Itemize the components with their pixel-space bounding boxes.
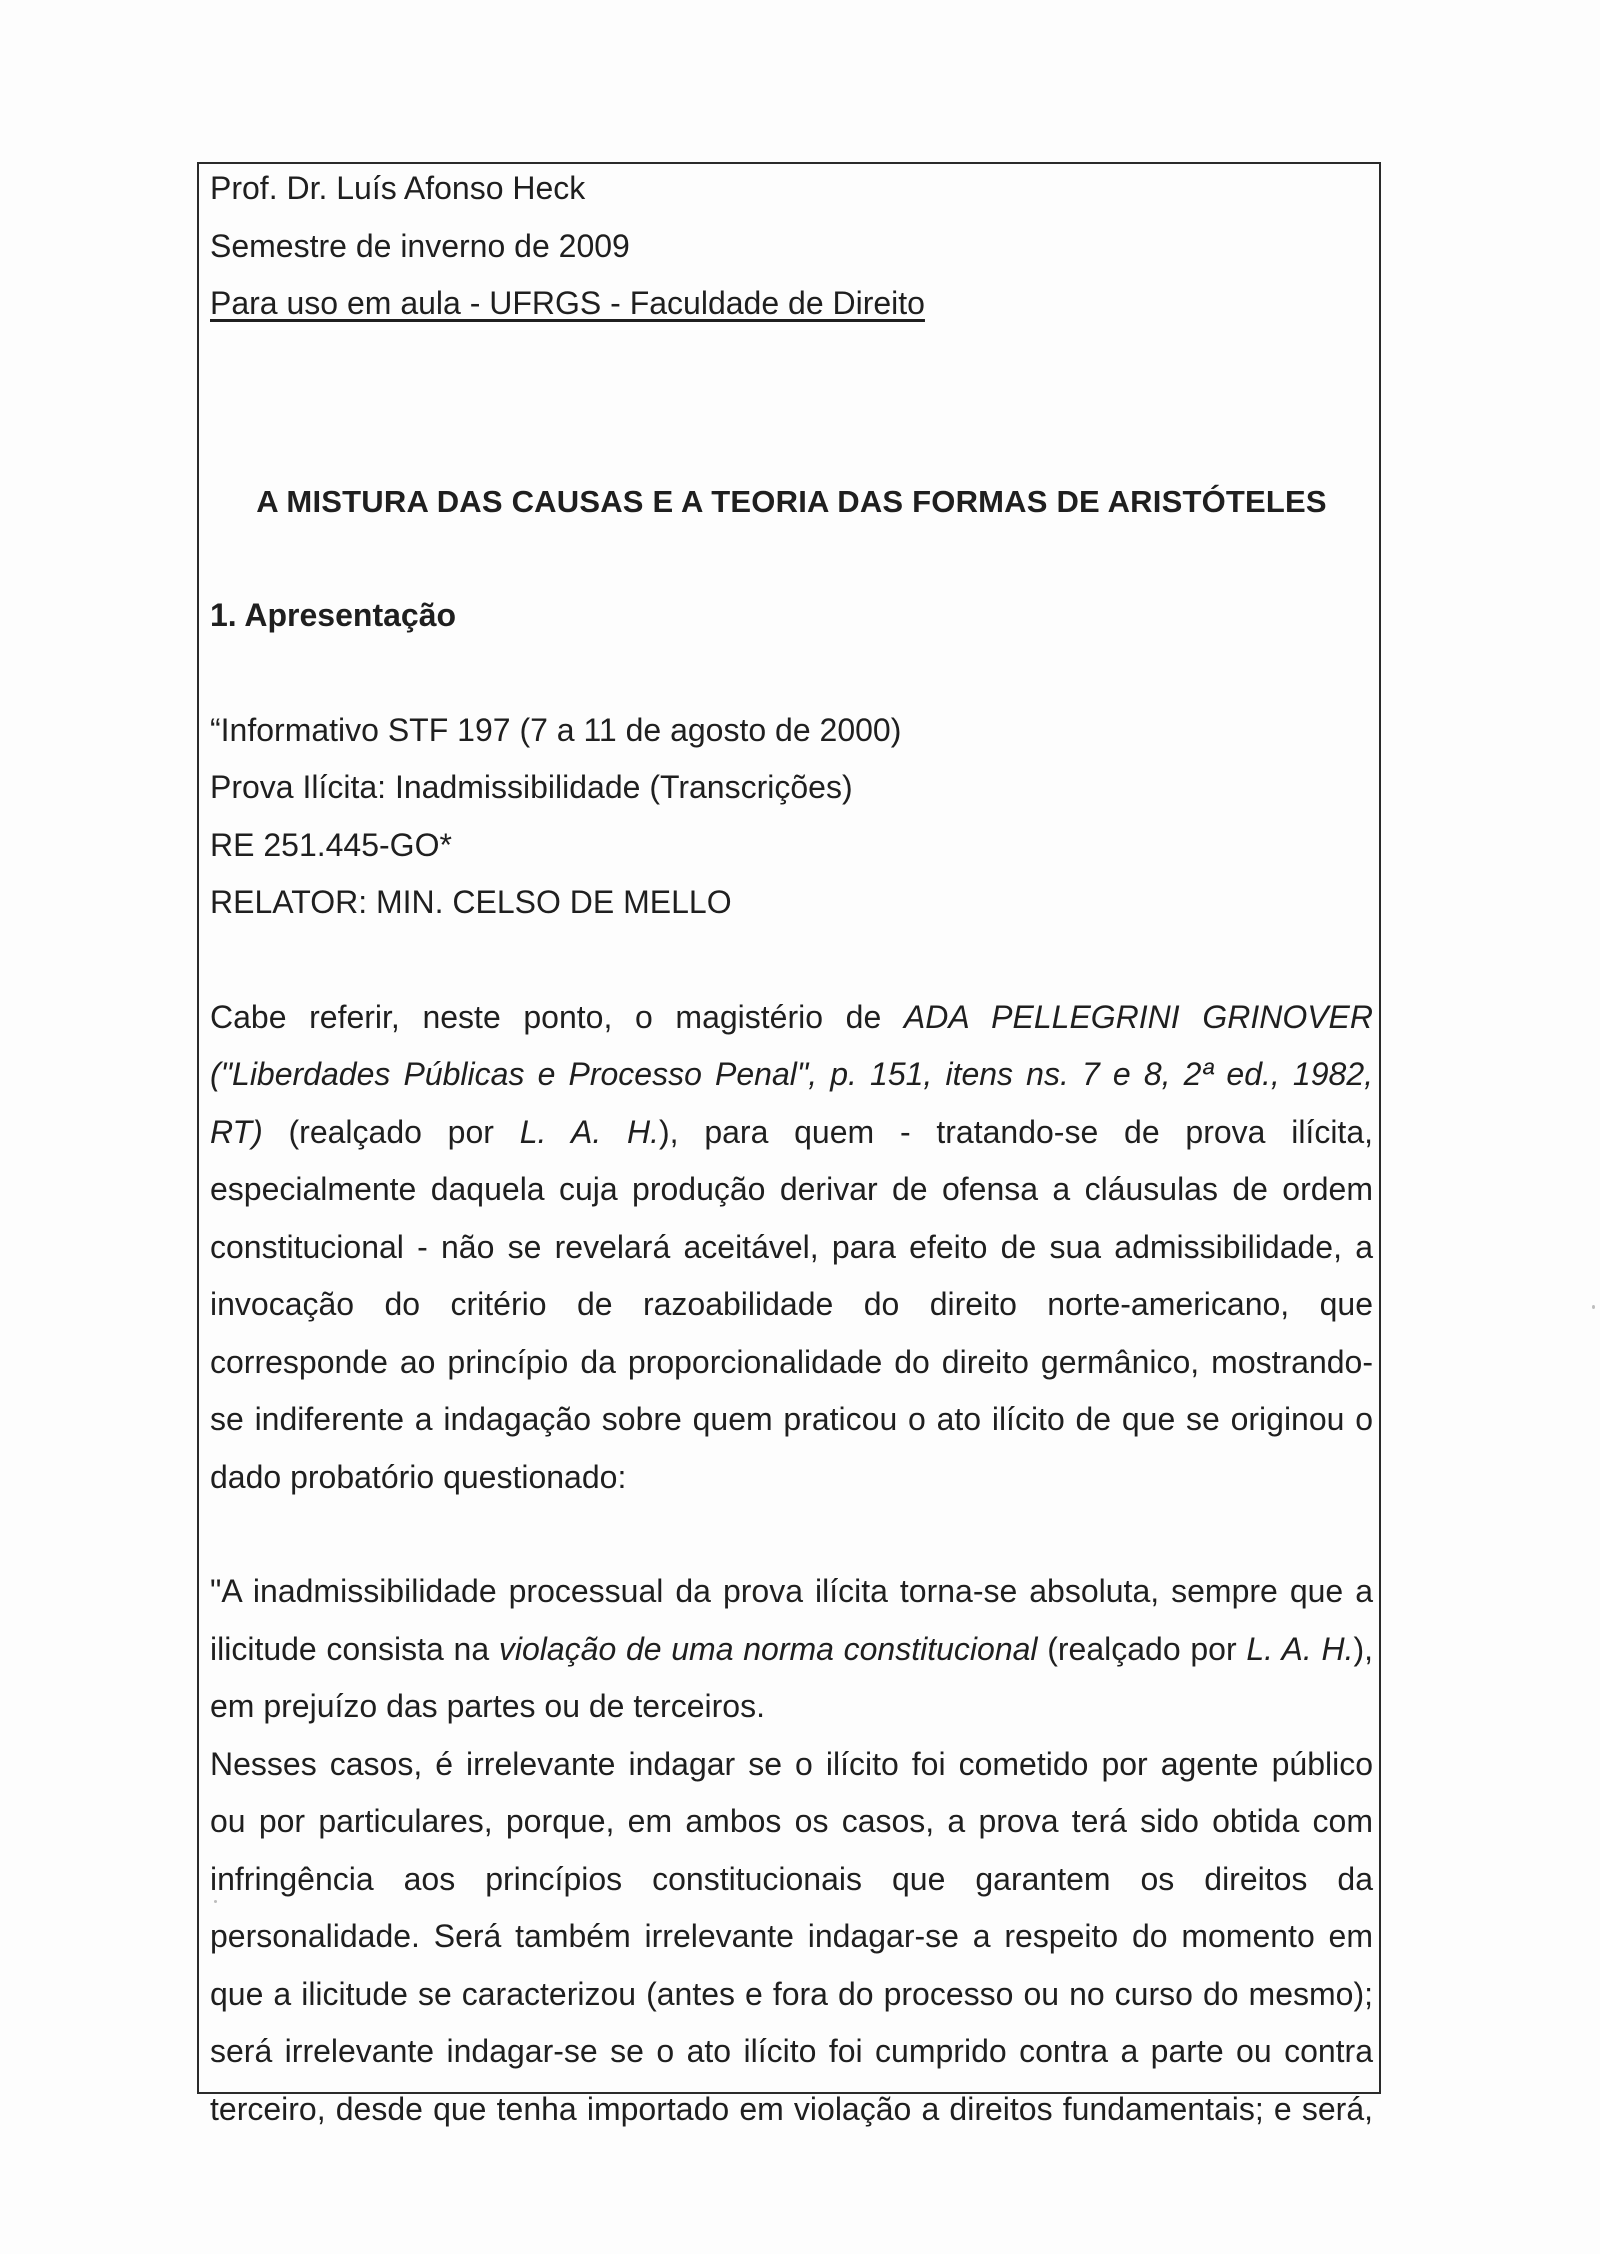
paragraph-1 [210, 989, 1373, 1507]
citation-line-4: RELATOR: MIN. CELSO DE MELLO [210, 884, 732, 920]
italic-text-run: L. A. H. [519, 1113, 659, 1150]
spacer [210, 932, 1373, 989]
paragraph-line: será irrelevante indagar-se se o ato ilícito foi cumprido contra a parte ou contra [210, 2033, 1373, 2069]
citation-line-2: Prova Ilícita: Inadmissibilidade (Transcrições) [210, 769, 853, 805]
text-run: ), [1353, 1630, 1374, 1667]
paragraph-line: dado probatório questionado: [210, 1458, 627, 1495]
paragraph-line: constitucional - não se revelará aceitável, para efeito de sua admissibilidade, a [210, 1228, 1373, 1265]
usage-line: Para uso em aula - UFRGS - Faculdade de Direito [210, 285, 925, 321]
paragraph-line [210, 1104, 1373, 1162]
text-run: (realçado por [262, 1113, 520, 1150]
paragraph-line: personalidade. Será também irrelevante indagar-se a respeito do momento em [210, 1918, 1373, 1954]
semester-line: Semestre de inverno de 2009 [210, 227, 630, 264]
paragraph-line: que a ilicitude se caracterizou (antes e fora do processo ou no curso do mesmo); [210, 1975, 1373, 2012]
paragraph-line [210, 1621, 1373, 1679]
paragraph-line: em prejuízo das partes ou de terceiros. [210, 1688, 765, 1724]
text-run: ilicitude consista na [210, 1630, 499, 1667]
section-heading: 1. Apresentação [210, 597, 457, 633]
document-title: A MISTURA DAS CAUSAS E A TEORIA DAS FORMAS DE ARISTÓTELES [256, 483, 1327, 519]
paragraph-line: se indiferente a indagação sobre quem praticou o ato ilícito de que se originou o [210, 1401, 1373, 1437]
italic-text-run: RT) [210, 1113, 263, 1150]
spacer [210, 1506, 1373, 1563]
citation-line-3: RE 251.445-GO* [210, 826, 452, 863]
scan-speck [1592, 1305, 1595, 1309]
italic-text-run: ("Liberdades Públicas e Processo Penal", p. 151, itens ns. 7 e 8, 2ª ed., 1982, [210, 1056, 1373, 1092]
paragraph-line [210, 989, 1373, 1047]
text-run: (realçado por [1037, 1630, 1247, 1667]
citation-line-1: “Informativo STF 197 (7 a 11 de agosto de 2000) [210, 711, 902, 748]
paragraph-3 [210, 1736, 1373, 2139]
paragraph-line: terceiro, desde que tenha importado em violação a direitos fundamentais; e será, [210, 2090, 1373, 2127]
paragraph-line: corresponde ao princípio da proporcionalidade do direito germânico, mostrando- [210, 1343, 1373, 1380]
paragraph-line [210, 1046, 1373, 1104]
paragraph-2 [210, 1563, 1373, 1736]
italic-text-run: ADA PELLEGRINI GRINOVER [903, 998, 1374, 1035]
paragraph-line: especialmente daquela cuja produção derivar de ofensa a cláusulas de ordem [210, 1171, 1373, 1207]
document-body [210, 160, 1373, 2138]
paragraph-line: ou por particulares, porque, em ambos os casos, a prova terá sido obtida com [210, 1803, 1373, 1839]
paragraph-line: invocação do critério de razoabilidade do direito norte-americano, que [210, 1286, 1373, 1322]
spacer [210, 645, 1373, 702]
paragraph-line: "A inadmissibilidade processual da prova ilícita torna-se absoluta, sempre que a [210, 1573, 1373, 1609]
italic-text-run: violação de uma norma constitucional [498, 1630, 1038, 1667]
text-run: ), para quem - tratando-se de prova ilícita, [659, 1113, 1374, 1150]
text-run: Cabe referir, neste ponto, o magistério de [210, 998, 904, 1035]
author-line: Prof. Dr. Luís Afonso Heck [210, 170, 586, 206]
paragraph-line: infringência aos princípios constitucionais que garantem os direitos da [210, 1860, 1373, 1897]
paragraph-line: Nesses casos, é irrelevante indagar se o ilícito foi cometido por agente público [210, 1745, 1373, 1782]
italic-text-run: L. A. H. [1246, 1630, 1354, 1667]
